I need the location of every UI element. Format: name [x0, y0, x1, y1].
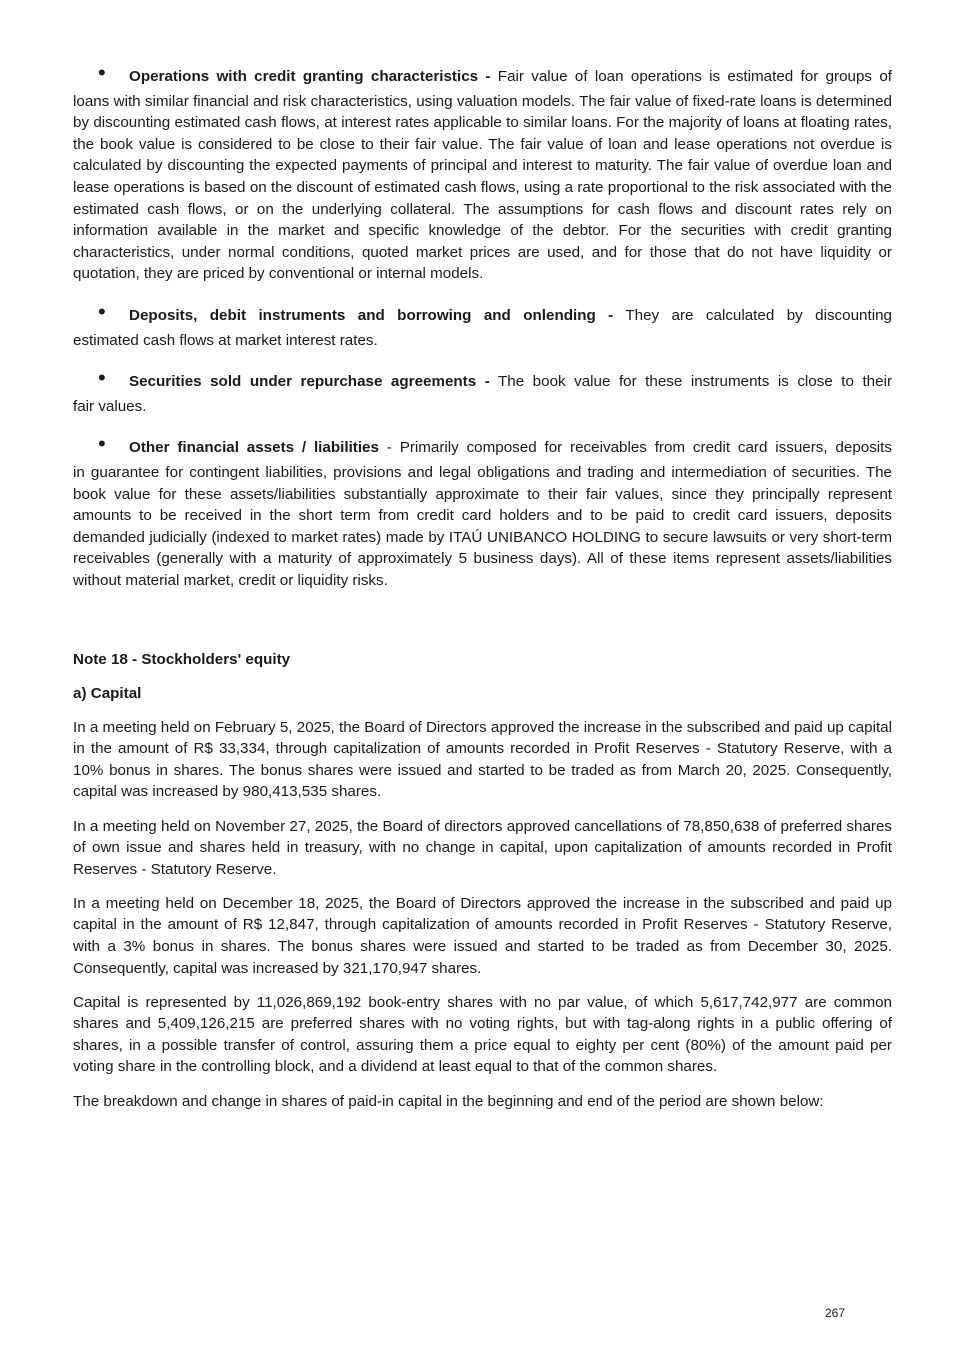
paragraph: Capital is represented by 11,026,869,192 book-entry shares with no par value, of which 5,617,742,977 are common shares and 5,409,126,215 are preferred shares with no voting rights, but with tag-along rights in a public offering of shares, in a possible transfer of control, assuring them a price equal to eighty per cent (80%) of the amount paid per voting share in the controlling block, and a dividend at least equal to that of the common shares.	[73, 993, 892, 1076]
section-heading: a) Capital	[73, 685, 142, 703]
paragraph: In a meeting held on February 5, 2025, the Board of Directors approved the increase in the subscribed and paid up capital in the amount of R$ 33,334, through capitalization of amounts recorded in Profit Reserves - Statutory Reserve, with a 10% bonus in shares. The bonus shares were issued and started to be traded as from March 20, 2025. Consequently, capital was increased by 980,413,535 shares.	[73, 718, 892, 801]
paragraph: The breakdown and change in shares of paid-in capital in the beginning and end of the period are shown below:	[73, 1092, 824, 1110]
note-heading: Note 18 - Stockholders' equity	[73, 651, 291, 669]
bullet-title: Deposits, debit instruments and borrowing and onlending -	[129, 306, 614, 324]
bullet-title: Securities sold under repurchase agreements -	[129, 373, 490, 391]
bullet-credit-granting	[73, 60, 892, 285]
bullet-first-line-text: The book value for these instruments is close to their	[489, 373, 892, 391]
bullet-body: loans with similar financial and risk characteristics, using valuation models. The fair value of fixed-rate loans is determined by discounting estimated cash flows, at interest rates applicable to similar loans. For the majority of loans at floating rates, the book value is considered to be close to their fair value. The fair value of loan and lease operations not overdue is calculated by discounting the expected payments of principal and interest to maturity. The fair value of overdue loan and lease operations is based on the discount of estimated cash flows, using a rate proportional to the risk associated with the estimated cash flows, or on the underlying collateral. The assumptions for cash flows and discount rates rely on information available in the market and specific knowledge of the debtor. For the securities with credit granting characteristics, under normal conditions, quoted market prices are used, and for those that do not have liquidity or quotation, they are priced by conventional or internal models.	[73, 92, 892, 283]
paragraph: In a meeting held on December 18, 2025, the Board of Directors approved the increase in the subscribed and paid up capital in the amount of R$ 12,847, through capitalization of amounts recorded in Profit Reserves - Statutory Reserve, with a 3% bonus in shares. The bonus shares were issued and started to be traded as from December 30, 2025. Consequently, capital was increased by 321,170,947 shares.	[73, 894, 892, 977]
bullet-icon: •	[98, 431, 106, 457]
bullet-icon: •	[98, 60, 106, 85]
bullet-icon: •	[98, 298, 106, 324]
bullet-title: Other financial assets / liabilities	[129, 439, 379, 457]
bullet-first-line-text: Fair value of loan operations is estimated for groups of	[490, 68, 892, 85]
paragraph: In a meeting held on November 27, 2025, the Board of directors approved cancellations of 78,850,638 of preferred shares of own issue and shares held in treasury, with no change in capital, upon capitalization of amounts recorded in Profit Reserves - Statutory Reserve.	[73, 817, 892, 878]
bullet-icon: •	[98, 365, 106, 391]
bullet-title: Operations with credit granting characteristics -	[129, 68, 491, 85]
bullet-body: fair values.	[73, 397, 147, 415]
bullet-other-financial	[73, 431, 892, 591]
page-number: 267	[825, 1306, 846, 1320]
bullet-body: in guarantee for contingent liabilities, provisions and legal obligations and trading and intermediation of securities. The book value for these assets/liabilities substantially approximate to their fair values, since they principally represent amounts to be received in the short term from credit card holders and to be paid to credit card issuers, deposits demanded judicially (indexed to market rates) made by ITAÚ UNIBANCO HOLDING to secure lawsuits or very short-term receivables (generally with a maturity of approximately 5 business days). All of these items represent assets/liabilities without material market, credit or liquidity risks.	[73, 463, 892, 589]
bullet-deposits	[73, 298, 892, 351]
bullet-first-line-text: They are calculated by discounting	[613, 306, 892, 324]
bullet-body: estimated cash flows at market interest rates.	[73, 331, 378, 349]
document-page	[73, 60, 892, 1125]
bullet-first-line-text: - Primarily composed for receivables from credit card issuers, deposits	[378, 439, 892, 457]
bullet-repurchase	[73, 365, 892, 417]
